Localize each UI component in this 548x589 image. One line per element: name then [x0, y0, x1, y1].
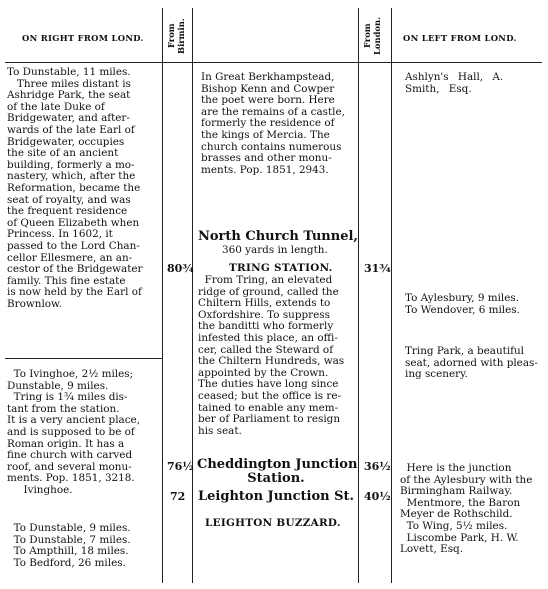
- station-leighton-junction: Leighton Junction St.: [198, 489, 355, 504]
- station-north-church-tunnel: North Church Tunnel,: [198, 229, 358, 244]
- left-text-junction-mentmore: Here is the junction of the Aylesbury with the Birmingham Railway. Mentmore, the Baron Meyer de Rothschild. To Wing, 5½ miles. Liscombe Park, H. W. Lovett, Esq.: [400, 462, 533, 556]
- header-from-london: From London.: [362, 17, 382, 56]
- left-text-ashlyns-hall: Ashlyn's Hall, A. Smith, Esq.: [405, 71, 504, 95]
- right-text-ashridge: To Dunstable, 11 miles. Three miles distant is Ashridge Park, the seat of the late Duke of Bridgewater, and after- wards of the late Earl of Bridgewater, occupies the site of an ancient building, formerly a mo- nastery, which, after the Reformation, became the seat of royalty, and was the frequent residence of Queen Elizabeth when Princess. In 1602, it passed to the Lord Chan- cellor Ellesmere, an an- cestor of the Bridgewater family. This fine estate is now held by the Earl of Brownlow.: [7, 66, 143, 310]
- london-distance-leighton: 40½: [364, 490, 391, 503]
- london-distance-tring: 31¾: [364, 262, 391, 275]
- divider-middle-col: [358, 8, 359, 583]
- divider-birmin-col: [192, 8, 193, 583]
- station-tring: TRING STATION.: [229, 262, 333, 274]
- tunnel-length: 360 yards in length.: [222, 244, 328, 256]
- london-distance-cheddington: 36½: [364, 460, 391, 473]
- left-text-tring-park: Tring Park, a beautiful seat, adorned with pleas- ing scenery.: [405, 345, 538, 381]
- right-text-tring: To Ivinghoe, 2½ miles; Dunstable, 9 miles. Tring is 1¾ miles dis- tant from the station. It is a very ancient place, and is supposed to be of Roman origin. It has a fine church with carved roof, and several monu- ments. Pop. 1851, 3218. Ivinghoe.: [7, 368, 140, 496]
- birmin-distance-tring: 80¾: [167, 262, 194, 275]
- header-right-from-london: ON RIGHT FROM LOND.: [22, 33, 144, 43]
- station-cheddington-junction: Cheddington Junction Station.: [197, 457, 358, 486]
- right-text-destinations: To Dunstable, 9 miles. To Dunstable, 7 miles. To Ampthill, 18 miles. To Bedford, 26 miles.: [13, 522, 131, 569]
- middle-text-berkhampstead: In Great Berkhampstead, Bishop Kenn and Cowper the poet were born. Here are the remains of a castle, formerly the residence of the kings of Mercia. The church contains numerous brasses and other monu- ments. Pop. 1851, 2943.: [201, 71, 345, 176]
- birmin-distance-cheddington: 76½: [167, 460, 194, 473]
- header-rule: [5, 62, 542, 63]
- left-text-aylesbury-wendover: To Aylesbury, 9 miles. To Wendover, 6 miles.: [405, 292, 520, 316]
- birmin-distance-leighton: 72: [170, 490, 186, 503]
- header-from-birmin: From Birmin.: [166, 18, 186, 54]
- station-leighton-buzzard: LEIGHTON BUZZARD.: [205, 517, 341, 529]
- divider-right-col: [162, 8, 163, 583]
- header-left-from-london: ON LEFT FROM LOND.: [403, 33, 517, 43]
- right-block-rule: [5, 358, 162, 359]
- divider-london-col: [391, 8, 392, 583]
- middle-text-chiltern: From Tring, an elevated ridge of ground, called the Chiltern Hills, extends to Oxfordshire. To suppress the banditti who formerly infested this place, an offi- cer, called the Steward of the Chiltern Hundreds, was appointed by the Crown. The duties have long since ceased; but the office is re- tained to enable any mem- ber of Parliament to resign his seat.: [198, 274, 345, 437]
